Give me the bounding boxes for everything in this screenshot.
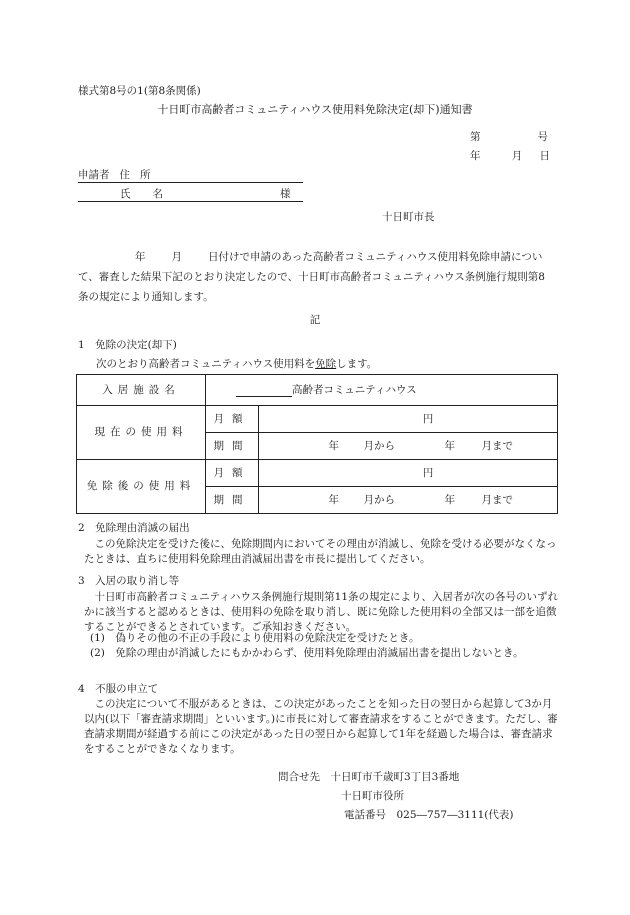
item-2-text: 免除の理由が消滅したにもかかわらず、使用料免除理由消滅届出書を提出しないとき。 xyxy=(115,647,524,659)
current-fee-label: 現在の使用料 xyxy=(77,406,206,460)
applicant-label: 申請者 xyxy=(78,169,110,181)
section-1-heading: 1 免除の決定(却下) xyxy=(78,339,177,351)
section-2-text: この免除決定を受けた後に、免除期間内においてその理由が消滅し、免除を受ける必要がなくなったときは、直ちに使用料免除理由消滅届出書を市長に提出してください。 xyxy=(84,538,557,565)
facility-type-text: 高齢者コミュニティハウス xyxy=(292,383,417,396)
facility-name-blank xyxy=(236,385,292,397)
fee-table xyxy=(76,374,558,514)
issue-date-line xyxy=(470,149,550,163)
section-4-heading: 4 不服の申立て xyxy=(78,683,159,695)
after-from-month: 月から xyxy=(363,493,395,506)
issue-date-day: 日 xyxy=(539,150,550,162)
current-from-year: 年 xyxy=(328,439,339,452)
section-3-item-2 xyxy=(90,646,576,661)
applicant-address-row xyxy=(78,168,303,183)
contact-phone-line xyxy=(344,808,514,822)
issuer-name: 十日町市長 xyxy=(382,211,435,223)
current-to-month: 月まで xyxy=(481,439,513,452)
section-1-sentence xyxy=(96,357,377,371)
current-monthly-label: 月額 xyxy=(206,406,259,433)
item-2-number: (2) xyxy=(90,647,105,659)
after-fee-label: 免除後の使用料 xyxy=(77,460,206,514)
body-text: 日付けで申請のあった高齢者コミュニティハウス使用料免除申請について、審査した結果下記のとおり決定したので、十日町市高齢者コミュニティハウス条例施行規則第8条の規定により通知します。 xyxy=(78,251,545,303)
section-1-text-b: します。 xyxy=(336,358,378,370)
issue-date-month: 月 xyxy=(511,150,523,162)
after-to-month: 月まで xyxy=(481,493,513,506)
applicant-name-row xyxy=(78,187,303,202)
after-fee-monthly-row xyxy=(77,460,558,487)
number-prefix: 第 xyxy=(470,131,481,143)
after-monthly-label: 月額 xyxy=(206,460,259,487)
current-to-year: 年 xyxy=(444,439,455,452)
section-4-text: この決定について不服があるときは、この決定があったことを知った日の翌日から起算して3か月以内(以下「審査請求期間」といいます。)に市長に対して審査請求をすることができます。ただし、審査請求期間が経過する前にこの決定があった日の翌日から起算して1年を経過した場合は、審査請求をすることができなくなります。 xyxy=(84,698,558,755)
body-date-month: 月 xyxy=(171,251,182,263)
section-1-text-underlined: 免除 xyxy=(315,358,337,370)
issue-date-year: 年 xyxy=(470,150,481,162)
contact-phone-label: 電話番号 xyxy=(344,809,386,821)
current-period-value xyxy=(259,433,558,460)
contact-label: 問合せ先 xyxy=(278,771,320,783)
after-period-label: 期間 xyxy=(206,487,259,514)
after-to-year: 年 xyxy=(444,493,455,506)
facility-label: 入居施設名 xyxy=(77,375,206,406)
current-monthly-value xyxy=(259,406,558,433)
document-number-line xyxy=(470,130,548,144)
after-monthly-yen: 円 xyxy=(422,466,434,479)
section-2-heading: 2 免除理由消滅の届出 xyxy=(78,522,190,534)
applicant-name-label: 氏名 xyxy=(120,188,185,200)
after-monthly-value xyxy=(259,460,558,487)
section-1-text-a: 次のとおり高齢者コミュニティハウス使用料を xyxy=(96,358,316,370)
form-number: 様式第8号の1(第8条関係) xyxy=(78,85,201,97)
item-1-text: 偽りその他の不正の手段により使用料の免除決定を受けたとき。 xyxy=(115,632,420,644)
contact-office: 十日町市役所 xyxy=(341,790,404,802)
current-from-month: 月から xyxy=(363,439,395,452)
body-date-year: 年 xyxy=(135,251,146,263)
item-1-number: (1) xyxy=(90,632,105,644)
after-period-value xyxy=(259,487,558,514)
contact-address-line xyxy=(278,770,459,784)
current-period-label: 期間 xyxy=(206,433,259,460)
section-3-text: 十日町市高齢者コミュニティハウス条例施行規則第11条の規定により、入居者が次の各号のいずれかに該当すると認めるときは、使用料の免除を取り消し、既に免除した使用料の全部又は一部を追徴することができるとされています。ご承知おきください。 xyxy=(84,591,558,633)
number-suffix: 号 xyxy=(537,131,548,143)
after-from-year: 年 xyxy=(328,493,339,506)
ki-heading: 記 xyxy=(309,314,321,326)
current-monthly-yen: 円 xyxy=(422,412,434,425)
facility-row xyxy=(77,375,558,406)
contact-address: 十日町市千歳町3丁目3番地 xyxy=(330,771,460,783)
section-3-item-1 xyxy=(90,631,558,646)
contact-phone: 025―757―3111(代表) xyxy=(396,809,514,821)
applicant-honorific: 様 xyxy=(280,188,291,200)
document-title: 十日町市高齢者コミュニティハウス使用料免除決定(却下)通知書 xyxy=(157,103,473,116)
facility-value xyxy=(206,375,558,406)
notice-body xyxy=(78,247,554,307)
applicant-address-label: 住所 xyxy=(119,169,161,181)
current-fee-monthly-row xyxy=(77,406,558,433)
section-3-heading: 3 入居の取り消し等 xyxy=(78,575,180,587)
